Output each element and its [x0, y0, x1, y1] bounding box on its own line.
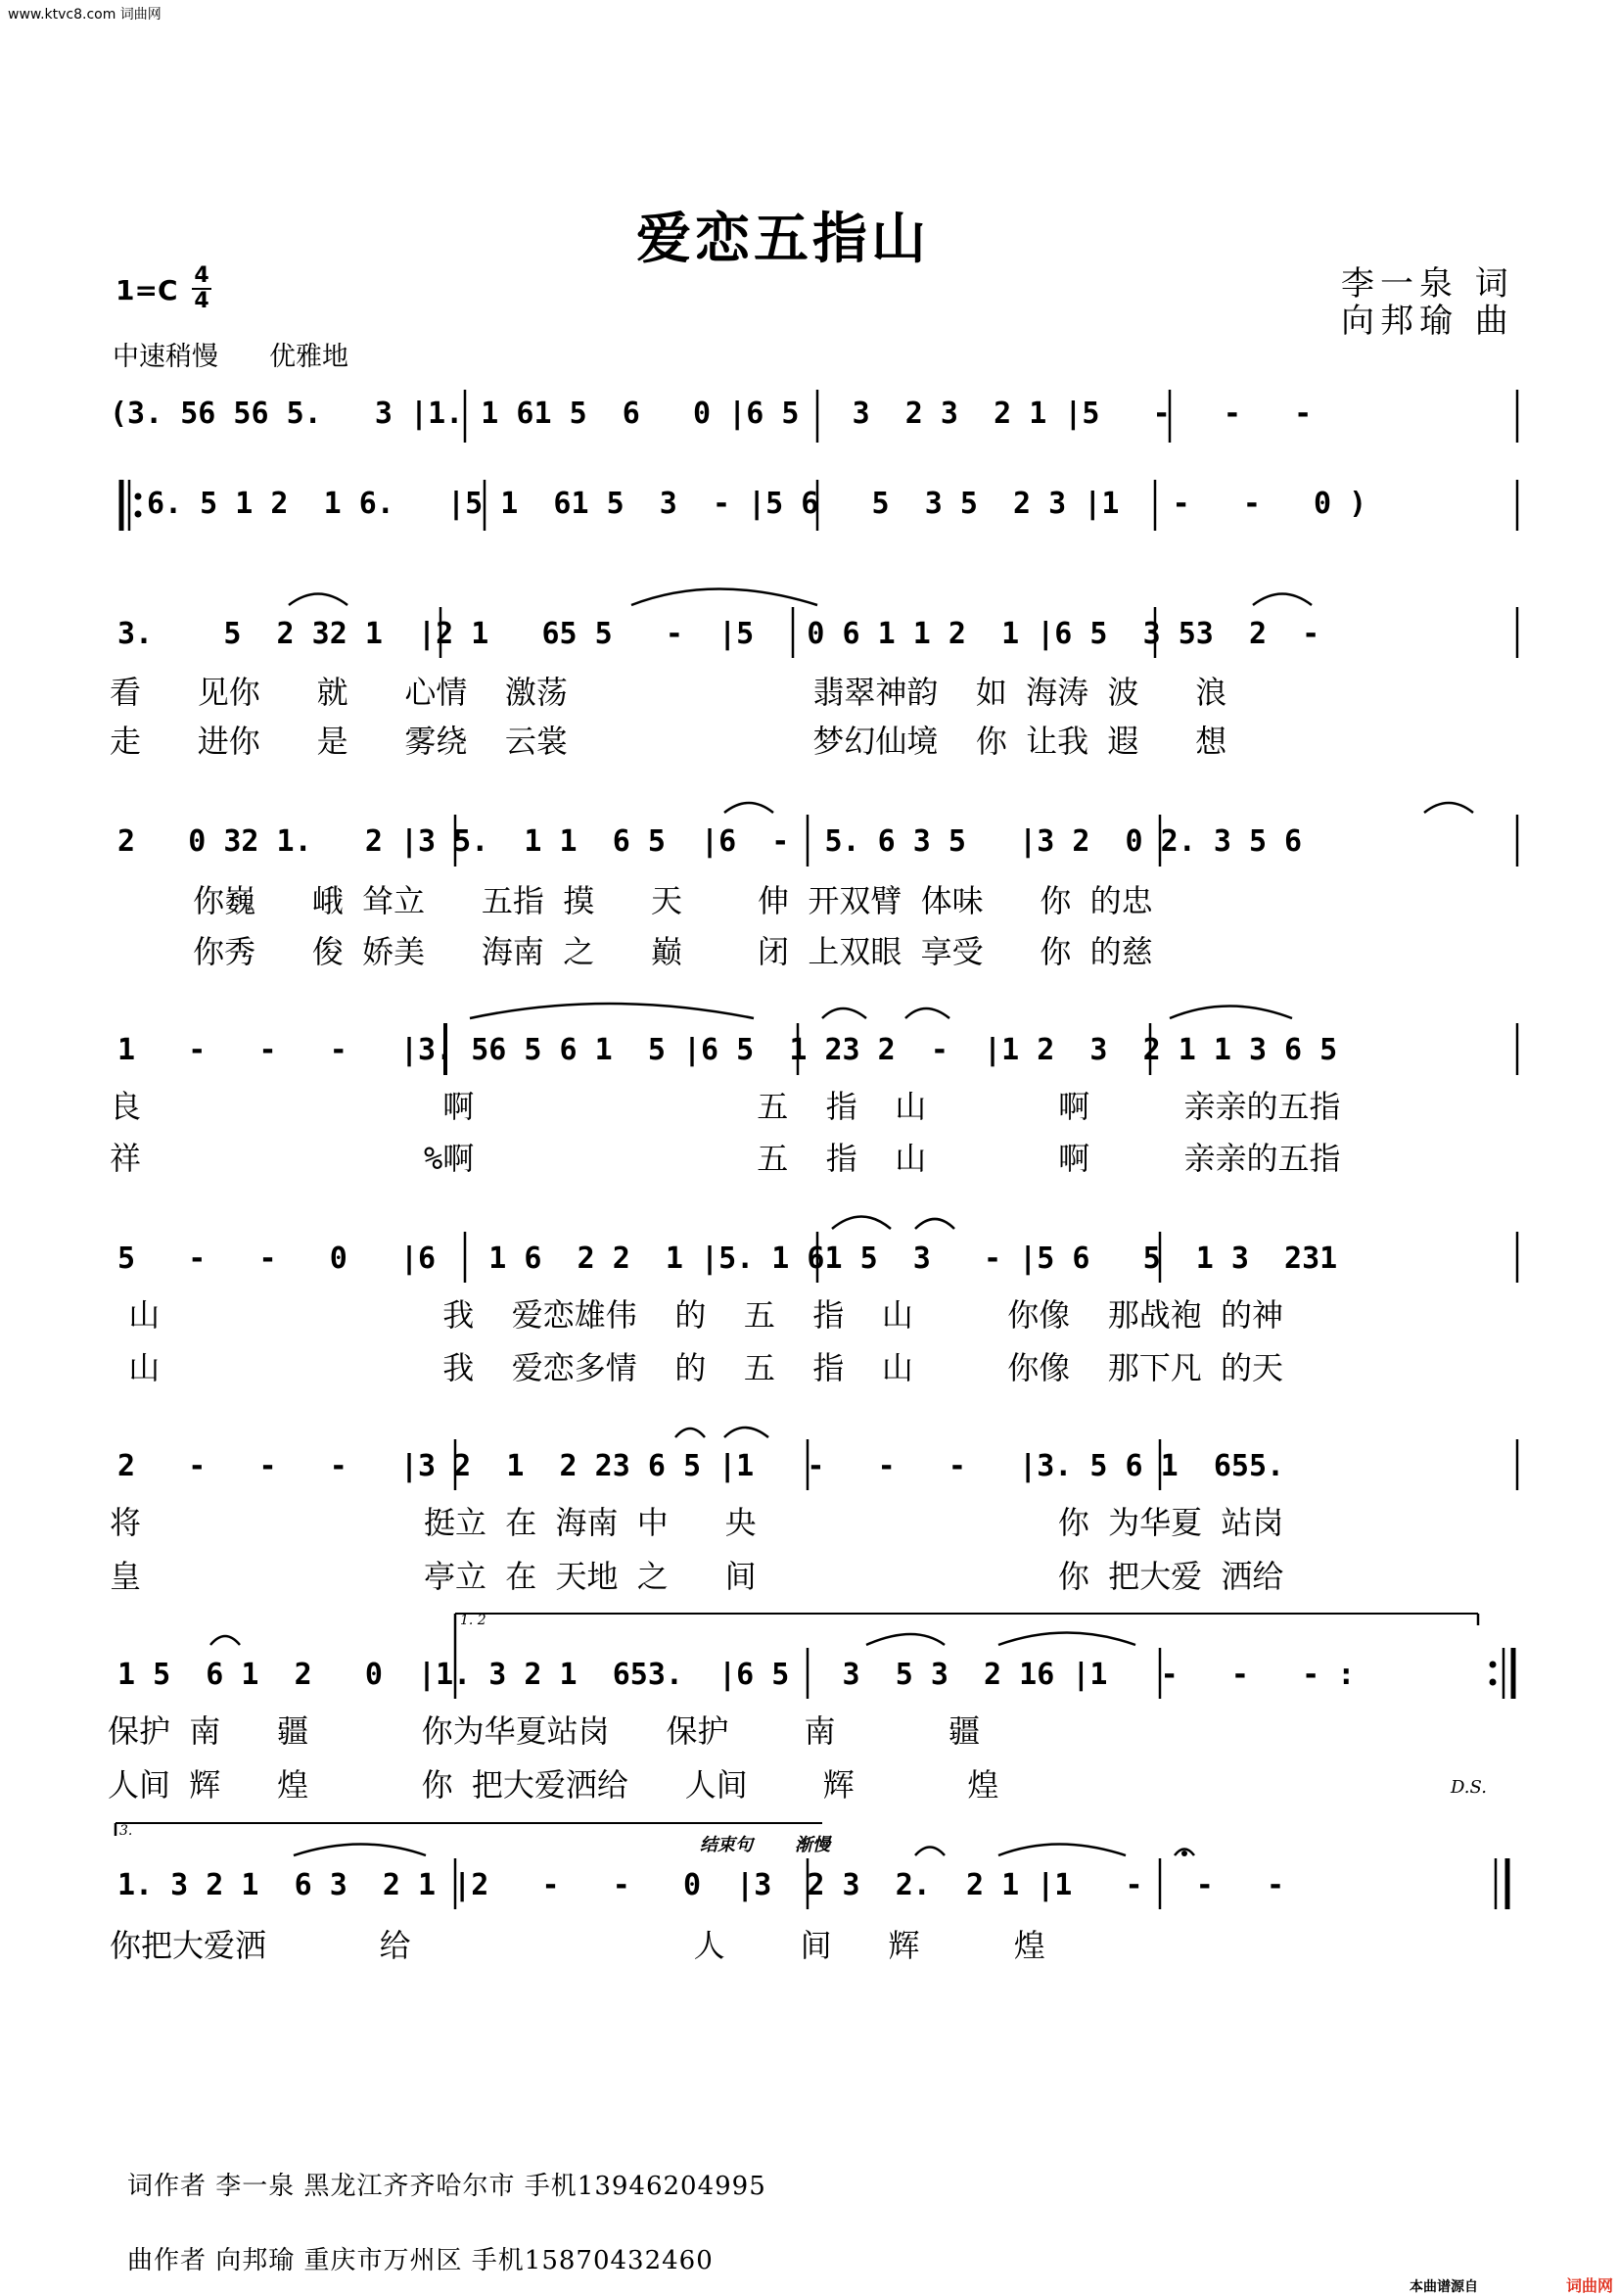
- notation-line: 3. 5 2 32 1 |2 1 65 5 - |5 0 6 1 1 2 1 |6 5 3 53 2 -: [117, 617, 1320, 651]
- notation-line: 1 - - - |3. 56 5 6 1 5 |6 5 1 23 2 - |1 2 3 2 1 1 3 6 5: [117, 1033, 1338, 1067]
- lyricist-credit: 李一泉 词: [1341, 264, 1514, 304]
- volta-1-2-label: 1. 2: [460, 1613, 486, 1628]
- notation-line: 2 - - - |3 2 1 2 23 6 5 |1 - - - |3. 5 6 1 655.: [117, 1449, 1285, 1483]
- lyric-line-verse1: 保护 南 疆 你为华夏站岗 保护 南 疆: [108, 1712, 981, 1750]
- notation-line: 5 - - 0 |6 1 6 2 2 1 |5. 1 61 5 3 - |5 6 5 1 3 231: [117, 1242, 1338, 1276]
- footer-brand-logo: 词曲网: [1566, 2276, 1614, 2295]
- notation-line: 1 5 6 1 2 0 |1. 3 2 1 653. |6 5 3 5 3 2 16 |1 - - - :: [117, 1658, 1356, 1692]
- ending-phrase-label: 结束句: [700, 1835, 753, 1855]
- lyric-line-verse1: 你巍 峨 耸立 五指 摸 天 伸 开双臂 体味 你 的忠: [117, 882, 1153, 919]
- footer-source-label: 本曲谱源自: [1410, 2279, 1478, 2295]
- dal-segno-marking: D.S.: [1451, 1777, 1487, 1798]
- key-signature: 1=C: [116, 274, 178, 306]
- footer-lyricist-info: 词作者 李一泉 黑龙江齐齐哈尔市 手机13946204995: [127, 2172, 766, 2201]
- lyric-line-verse1: 你把大爱洒 给 人 间 辉 煌: [110, 1927, 1045, 1964]
- lyric-line-verse2: 祥 %啊 五 指 山 啊 亲亲的五指: [110, 1140, 1341, 1177]
- lyric-line-verse2: 你秀 俊 娇美 海南 之 巅 闭 上双眼 享受 你 的慈: [117, 933, 1153, 970]
- notation-line: 2 0 32 1. 2 |3 5. 1 1 6 5 |6 - 5. 6 3 5 |3 2 0 2. 3 5 6: [117, 824, 1303, 859]
- notation-line: (3. 56 56 5. 3 |1. 1 61 5 6 0 |6 5 3 2 3 2 1 |5 - - -: [110, 397, 1313, 431]
- lyric-line-verse2: 皇 亭立 在 天地 之 间 你 把大爱 洒给: [110, 1558, 1284, 1595]
- footer-composer-info: 曲作者 向邦瑜 重庆市万州区 手机15870432460: [127, 2246, 714, 2275]
- lyric-line-verse1: 看 见你 就 心情 激荡 翡翠神韵 如 海涛 波 浪: [110, 674, 1227, 711]
- lyric-line-verse2: 山 我 爱恋多情 的 五 指 山 你像 那下凡 的天: [110, 1349, 1284, 1386]
- lyric-line-verse2: 走 进你 是 雾绕 云裳 梦幻仙境 你 让我 遐 想: [110, 723, 1227, 760]
- meter-bottom: 4: [194, 289, 209, 313]
- song-title: 爱恋五指山: [636, 207, 930, 271]
- notation-line: 6. 5 1 2 1 6. |5 1 61 5 3 - |5 6 5 3 5 2 3 |1 - - 0 ): [147, 487, 1367, 521]
- watermark-top: www.ktvc8.com 词曲网: [8, 7, 162, 23]
- lyric-line-verse1: 将 挺立 在 海南 中 央 你 为华夏 站岗: [110, 1504, 1284, 1541]
- ritardando-label: 渐慢: [795, 1835, 830, 1855]
- notation-line: 1. 3 2 1 6 3 2 1 |2 - - 0 |3 2 3 2. 2 1 |1 - - -: [117, 1868, 1285, 1902]
- mood-marking: 优雅地: [269, 342, 348, 372]
- volta-3-label: 3.: [119, 1823, 133, 1839]
- lyric-line-verse2: 人间 辉 煌 你 把大爱洒给 人间 辉 煌: [108, 1766, 999, 1804]
- tempo-marking: 中速稍慢: [113, 342, 218, 372]
- meter-top: 4: [194, 263, 209, 288]
- composer-credit: 向邦瑜 曲: [1341, 302, 1514, 341]
- lyric-line-verse1: 良 啊 五 指 山 啊 亲亲的五指: [110, 1088, 1341, 1125]
- lyric-line-verse1: 山 我 爱恋雄伟 的 五 指 山 你像 那战袍 的神: [110, 1296, 1284, 1334]
